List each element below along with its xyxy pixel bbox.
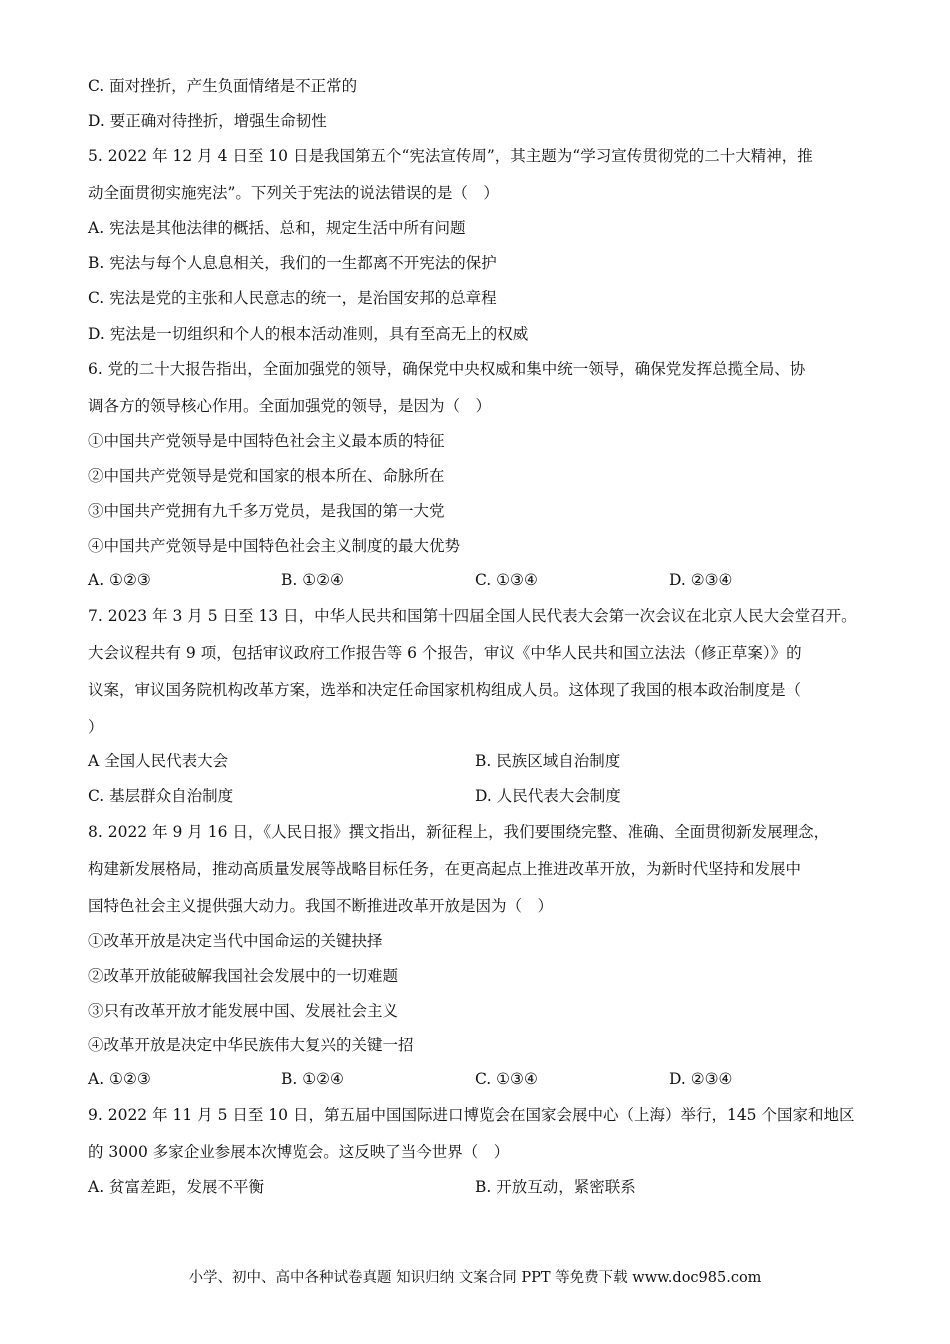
page-footer: 小学、初中、高中各种试卷真题 知识归纳 文案合同 PPT 等免费下载 www.doc985.com <box>188 1270 762 1286</box>
q9-option-b: B. 开放互动，紧密联系 <box>475 1178 636 1196</box>
q5-stem-line-2: 动全面贯彻实施宪法”。下列关于宪法的说法错误的是（ ） <box>88 184 499 202</box>
q4-option-c: C. 面对挫折，产生负面情绪是不正常的 <box>88 77 358 95</box>
q8-stem-line-2: 构建新发展格局，推动高质量发展等战略目标任务，在更高起点上推进改革开放，为新时代坚持和发展中 <box>88 860 802 878</box>
q7-option-b: B. 民族区域自治制度 <box>475 752 621 770</box>
q8-option-b: B. ①②④ <box>281 1070 344 1088</box>
q6-option-a: A. ①②③ <box>88 571 151 589</box>
q7-option-c: C. 基层群众自治制度 <box>88 787 234 805</box>
q7-stem-line-2: 大会议程共有 9 项，包括审议政府工作报告等 6 个报告，审议《中华人民共和国立法法（修正草案）》的 <box>88 644 802 662</box>
q6-statement-4: ④中国共产党领导是中国特色社会主义制度的最大优势 <box>88 537 461 555</box>
q5-option-c: C. 宪法是党的主张和人民意志的统一，是治国安邦的总章程 <box>88 289 497 307</box>
q9-stem-line-2: 的 3000 多家企业参展本次博览会。这反映了当今世界（ ） <box>88 1143 510 1161</box>
q8-option-c: C. ①③④ <box>475 1070 538 1088</box>
q7-stem-line-1: 7. 2023 年 3 月 5 日至 13 日，中华人民共和国第十四届全国人民代表大会第一次会议在北京人民大会堂召开。 <box>88 607 857 625</box>
q8-stem-line-3: 国特色社会主义提供强大动力。我国不断推进改革开放是因为（ ） <box>88 897 554 915</box>
q6-statement-1: ①中国共产党领导是中国特色社会主义最本质的特征 <box>88 432 445 450</box>
q7-stem-line-3: 议案，审议国务院机构改革方案，选举和决定任命国家机构组成人员。这体现了我国的根本政治制度是（ <box>88 681 802 699</box>
q6-statement-3: ③中国共产党拥有九千多万党员，是我国的第一大党 <box>88 502 445 520</box>
q8-stem-line-1: 8. 2022 年 9 月 16 日，《人民日报》撰文指出，新征程上，我们要围绕完整、准确、全面贯彻新发展理念， <box>88 823 830 841</box>
q8-option-d: D. ②③④ <box>669 1070 733 1088</box>
q6-stem-line-1: 6. 党的二十大报告指出，全面加强党的领导，确保党中央权威和集中统一领导，确保党发挥总揽全局、协 <box>88 360 806 378</box>
q8-statement-3: ③只有改革开放才能发展中国、发展社会主义 <box>88 1002 399 1020</box>
q8-statement-4: ④改革开放是决定中华民族伟大复兴的关键一招 <box>88 1036 414 1054</box>
q7-option-d: D. 人民代表大会制度 <box>475 787 621 805</box>
q6-option-c: C. ①③④ <box>475 571 538 589</box>
q9-option-a: A. 贫富差距，发展不平衡 <box>88 1178 265 1196</box>
q6-stem-line-2: 调各方的领导核心作用。全面加强党的领导，是因为（ ） <box>88 397 492 415</box>
q5-stem-line-1: 5. 2022 年 12 月 4 日至 10 日是我国第五个“宪法宣传周”，其主题为“学习宣传贯彻党的二十大精神，推 <box>88 147 813 165</box>
q6-statement-2: ②中国共产党领导是党和国家的根本所在、命脉所在 <box>88 467 445 485</box>
q6-option-d: D. ②③④ <box>669 571 733 589</box>
q8-option-a: A. ①②③ <box>88 1070 151 1088</box>
q8-statement-2: ②改革开放能破解我国社会发展中的一切难题 <box>88 967 399 985</box>
q5-option-d: D. 宪法是一切组织和个人的根本活动准则，具有至高无上的权威 <box>88 325 529 343</box>
q6-option-b: B. ①②④ <box>281 571 344 589</box>
q5-option-a: A. 宪法是其他法律的概括、总和，规定生活中所有问题 <box>88 219 466 237</box>
q4-option-d: D. 要正确对待挫折，增强生命韧性 <box>88 112 327 130</box>
q7-option-a: A 全国人民代表大会 <box>88 752 229 770</box>
q8-statement-1: ①改革开放是决定当代中国命运的关键抉择 <box>88 932 383 950</box>
q9-stem-line-1: 9. 2022 年 11 月 5 日至 10 日，第五届中国国际进口博览会在国家会展中心（上海）举行，145 个国家和地区 <box>88 1106 855 1124</box>
q7-stem-line-4: ） <box>88 718 104 736</box>
q5-option-b: B. 宪法与每个人息息相关，我们的一生都离不开宪法的保护 <box>88 254 497 272</box>
